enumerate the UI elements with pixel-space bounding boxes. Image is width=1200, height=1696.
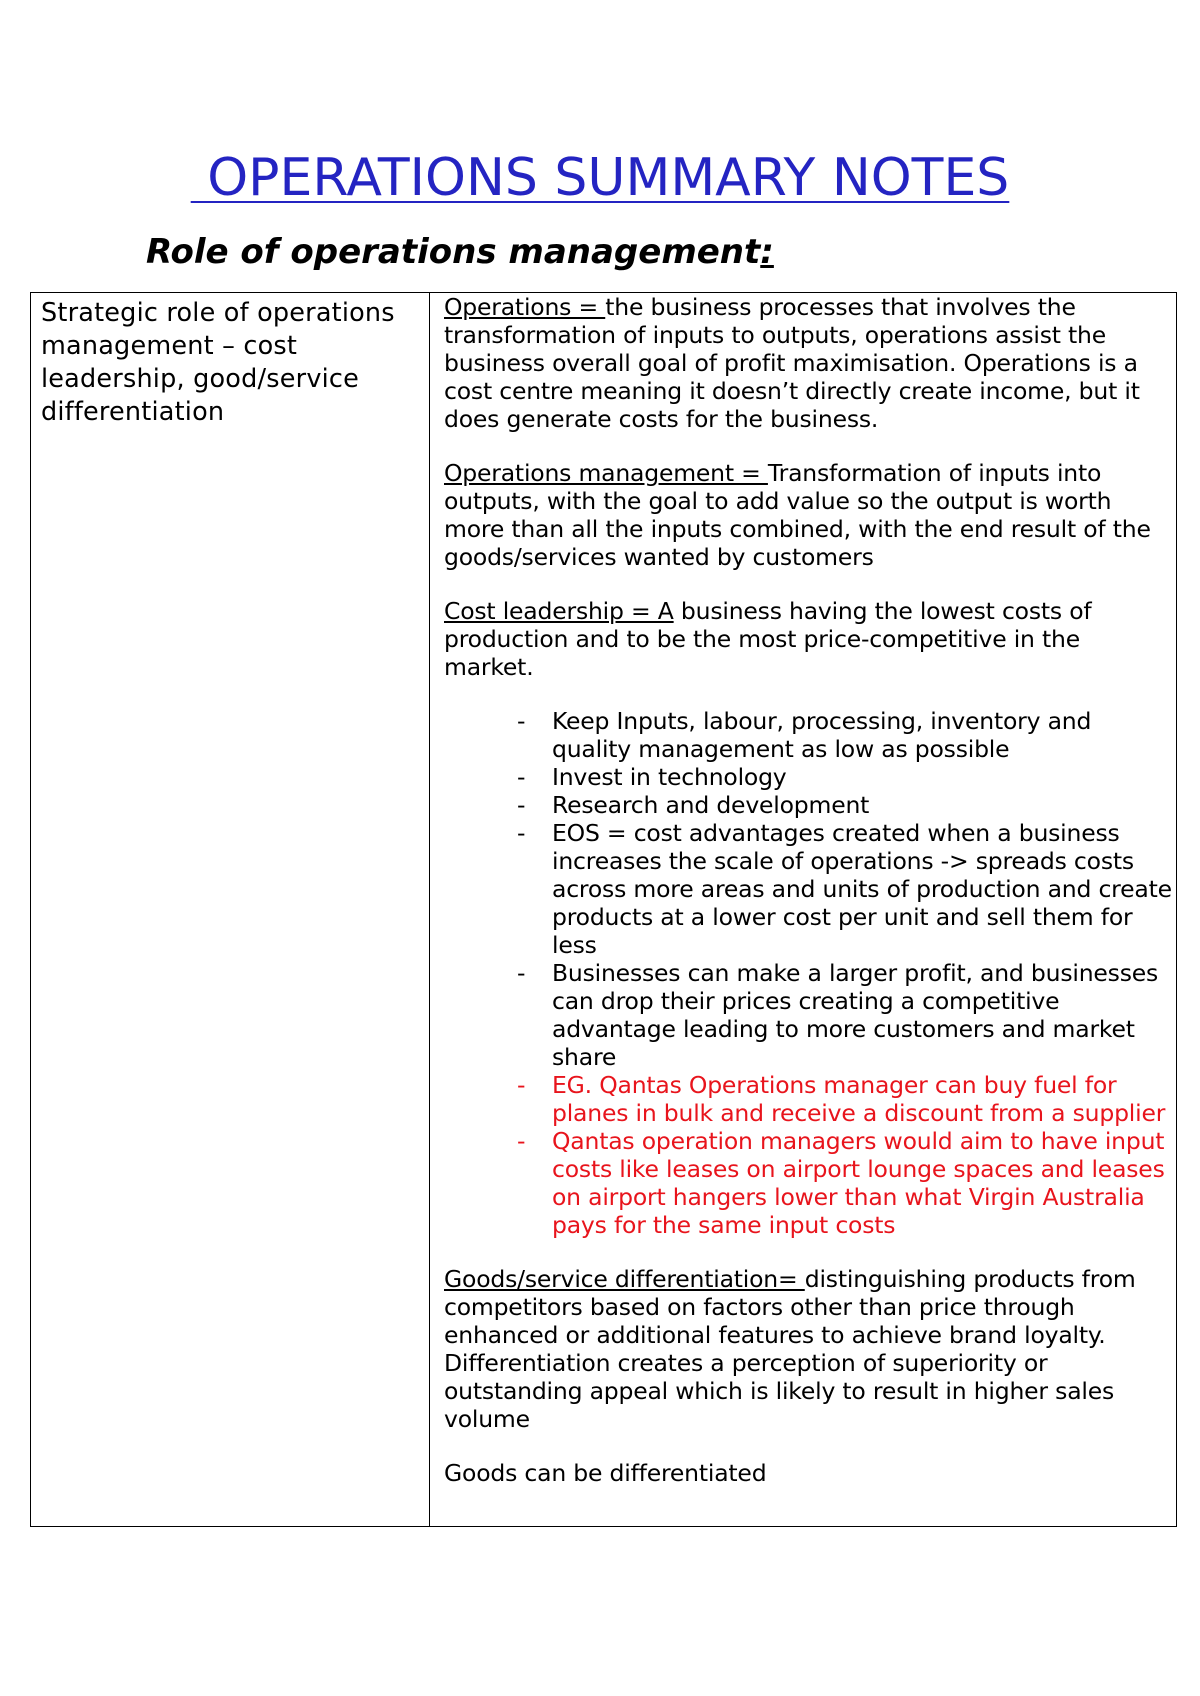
section-heading [146, 230, 774, 274]
differentiation-term: Goods/service differentiation= [444, 1265, 805, 1293]
list-item: - EOS = cost advantages created when a business increases the scale of operations -> spreads costs across more areas and units of production and create products at a lower cost per unit and sell them for less [552, 819, 1174, 959]
cost-leadership-points [444, 707, 1174, 1239]
operations-text: the business processes that involves the transformation of inputs to outputs, operations assist the business overall goal of profit maximisation. Operations is a cost centre meaning it doesn’t directly create income, but it does generate costs for the business. [444, 293, 1140, 433]
differentiation-text: distinguishing products from competitors based on factors other than price through enhanced or additional features to achieve brand loyalty. Differentiation creates a perception of superiority or outstanding appeal which is likely to result in higher sales volume [444, 1265, 1136, 1433]
operations-term: Operations = [444, 293, 606, 321]
goods-differentiated-line: Goods can be differentiated [444, 1459, 767, 1487]
operations-management-definition [444, 459, 1174, 571]
cost-leadership-term: Cost leadership = A [444, 597, 674, 625]
list-item: - Research and development [552, 791, 1174, 819]
list-item: - Invest in technology [552, 763, 1174, 791]
differentiation-definition [444, 1265, 1174, 1433]
section-heading-colon: : [760, 232, 774, 272]
column-divider [429, 293, 430, 1526]
example-item: - Qantas operation managers would aim to have input costs like leases on airport lounge spaces and leases on airport hangers lower than what Virgin Australia pays for the same input costs [552, 1127, 1174, 1239]
list-item: - Businesses can make a larger profit, and businesses can drop their prices creating a competitive advantage leading to more customers and market share [552, 959, 1174, 1071]
section-heading-text: Role of operations management [146, 232, 761, 272]
operations-management-term: Operations management = [444, 459, 768, 487]
notes-table [30, 292, 1177, 1527]
topic-cell: Strategic role of operations management – cost leadership, good/service differentiation [41, 298, 395, 427]
operations-definition [444, 293, 1174, 433]
example-item: - EG. Qantas Operations manager can buy fuel for planes in bulk and receive a discount from a supplier [552, 1071, 1174, 1127]
cost-leadership-text: business having the lowest costs of production and to be the most price-competitive in the market. [444, 597, 1092, 681]
notes-cell [444, 293, 1174, 1513]
operations-management-text: Transformation of inputs into outputs, with the goal to add value so the output is worth more than all the inputs combined, with the end result of the goods/services wanted by customers [444, 459, 1151, 571]
list-item: - Keep Inputs, labour, processing, inventory and quality management as low as possible [552, 707, 1174, 763]
page-title: OPERATIONS SUMMARY NOTES [190, 148, 1010, 208]
cost-leadership-definition [444, 597, 1174, 681]
